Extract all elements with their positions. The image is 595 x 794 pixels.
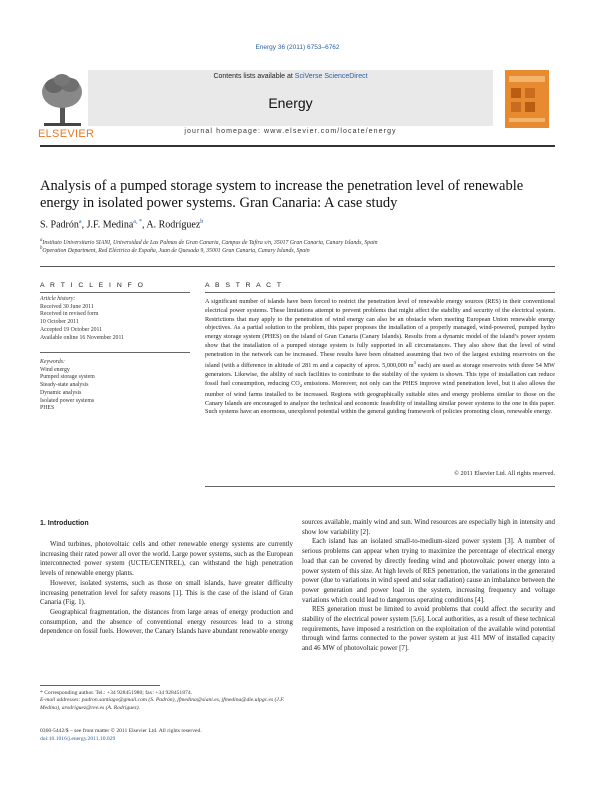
author-name[interactable]: S. Padrón (40, 219, 79, 231)
keyword: PHES (40, 405, 55, 412)
doi-link[interactable]: doi:10.1016/j.energy.2011.10.029 (40, 735, 116, 742)
affiliation (40, 246, 555, 254)
divider (205, 486, 555, 487)
journal-citation[interactable]: Energy 36 (2011) 6753–6762 (255, 44, 340, 51)
paragraph: sources available, mainly wind and sun. Wind resources are especially high in intensity and show low variability [2]. (302, 519, 555, 536)
article-history (40, 296, 190, 342)
header-rule (40, 145, 555, 147)
paragraph: Wind turbines, photovoltaic cells and other renewable energy systems are currently increasing their rated power all over the world. Large power systems, such as the European interconnected power system (UCTE/CENTREL), can withstand the high penetration levels of renewable energy plants. (40, 541, 293, 578)
paragraph: Geographical fragmentation, the distances from large areas of energy production and consumption, and the absence of conventional energy resources lead to a strong dependence on fossil fuels. However, the Canary Islands have abundant renewable energy (40, 608, 293, 636)
keywords (40, 359, 190, 413)
history-item: Received 30 June 2011 (40, 303, 94, 310)
history-label: Article history: (40, 296, 76, 302)
contents-line (88, 73, 493, 80)
keyword: Steady-state analysis (40, 382, 89, 389)
journal-cover-image (505, 70, 549, 128)
history-item: Received in revised form (40, 311, 99, 318)
abstract-text (205, 298, 555, 417)
divider (40, 292, 190, 293)
abstract-part: each) are used as storage reservoirs with three 54 MW generators. Likewise, the ability of such facilities to contribute to the stability of the system is shown. This type of installation can reduce fossil fuel consumption, reducing CO (205, 362, 555, 387)
history-item: Available online 16 November 2011 (40, 334, 125, 341)
article-info-heading: A R T I C L E I N F O (40, 282, 145, 289)
author-sup[interactable]: a (78, 219, 82, 225)
journal-homepage[interactable]: journal homepage: www.elsevier.com/locate/energy (184, 128, 397, 135)
page-footer (40, 728, 300, 743)
divider (40, 352, 190, 353)
affiliation-text: Operation Department, Red Eléctrica de España, Juan de Quesada 9, 35001 Gran Canaria, Canary Islands, Spain (42, 247, 310, 254)
author-sup[interactable]: b (200, 219, 204, 225)
keywords-label: Keywords: (40, 359, 65, 365)
keyword: Wind energy (40, 366, 70, 373)
issn-line: 0360-5442/$ – see front matter © 2011 Elsevier Ltd. All rights reserved. (40, 728, 202, 734)
paragraph: However, isolated systems, such as those on small islands, have greater difficulty increasing penetration level for safety reasons [1]. This is the case of the island of Gran Canaria (Fig. 1). (40, 579, 293, 607)
copyright: © 2011 Elsevier Ltd. All rights reserved. (454, 470, 555, 477)
author-name[interactable]: J.F. Medina (86, 219, 134, 231)
footnote (40, 690, 300, 712)
affiliation-sup: a (40, 238, 43, 243)
elsevier-tree-logo (40, 70, 85, 128)
abstract-part: emissions. Moreover, not only can the PHES improve wind penetration level, but it also allows the number of wind farms installed to be increased. Regions with geographically suitable sites and energy problems similar to those on the Canary Islands are encouraged to analyze the technical and economic feasibility of installing similar power systems to the one in this paper. Such systems have an enormous, unexplored potential within the general guiding framework of policies promoting clean, renewable energy. (205, 379, 555, 416)
elsevier-wordmark: ELSEVIER (38, 128, 95, 140)
email-addresses[interactable]: E-mail addresses: padron.santiago@gmail.com (S. Padrón), jfmedina@siani.es, jfmedina@die.ulpgc.es (J.F. Medina), arodriguez@ree.es (A. Rodríguez). (40, 697, 285, 711)
author-list: S. Padrón$^a$, J.F. Medina$^{a, *}$, A. Rodríguez$^b$ (40, 219, 204, 231)
affiliation (40, 238, 555, 246)
left-column (40, 540, 293, 637)
section-heading: 1. Introduction (40, 520, 89, 527)
keyword: Isolated power systems (40, 397, 95, 404)
sciencedirect-link[interactable]: SciVerse ScienceDirect (294, 73, 368, 80)
history-item: Accepted 19 October 2011 (40, 326, 103, 333)
affiliation-sup: b (40, 246, 43, 251)
contents-prefix: Contents lists available at (213, 73, 295, 80)
affiliation-text: Instituto Universitario SIANI, Universidad de Las Palmas de Gran Canaria, Campus de Tafira s/n, 35017 Gran Canaria, Canary Islands, Spain (42, 239, 378, 246)
abstract-sub: 2 (299, 383, 302, 389)
section-rule (40, 266, 555, 267)
footnote-rule (40, 685, 160, 686)
divider (205, 292, 555, 293)
author-sup[interactable]: a, * (133, 219, 142, 225)
paper-title: Analysis of a pumped storage system to increase the penetration level of renewable energy in isolated power systems. Gran Canaria: A case study (40, 178, 524, 211)
keyword: Dynamic analysis (40, 389, 82, 396)
right-column (302, 518, 555, 654)
author-name[interactable]: A. Rodríguez (146, 219, 201, 231)
abstract-part: A significant number of islands have been forced to restrict the penetration level of renewable energy sources (RES) in their conventional electrical power systems. These limitations attempt to prevent problems that might affect the stability and security of the electrical system. Restrictions that may apply to the penetration of wind energy can also be an obstacle when meeting European Union renewable energy objectives. As a partial solution to the problem, this paper proposes the installation of a properly managed, wind-powered, pumped hydro energy storage system (PHES) on the island of Gran Canaria (Canary Islands). Results from a dynamic model of the island’s power system show that the installation of a pumped storage system is fully supported in all circumstances. They also show that the level of wind penetration in the network can be increased. These results have been obtained assuming that two of the largest existing reservoirs on the island (with a difference in altitude of 281 m and a capacity of aprox. 5,000,000 m (205, 298, 555, 370)
history-item: 10 October 2011 (40, 319, 79, 326)
paragraph: Each island has an isolated small-to-medium-sized power system [3]. A number of serious problems can appear when trying to maximize the percentage of electrical energy load that can be covered by directly feeding wind and photovoltaic power energy into a power system of this size. At high levels of RES penetration, the variations in the generated power (due to variations in wind speed and solar radiation) cause an imbalance between the power generation and power load in the system, increasing frequency and voltage variations which could lead to dangerous operating conditions [4]. (302, 538, 555, 604)
keyword: Pumped storage system (40, 374, 95, 381)
abstract-heading: A B S T R A C T (205, 282, 283, 289)
corresponding-author: * Corresponding author. Tel.: +34 928451980; fax: +34 928451874. (40, 690, 193, 696)
paragraph: RES generation must be limited to avoid problems that could affect the security and stability of the electrical power system [5,6]. Local authorities, as a result of these technical requirements, have imposed a restriction on the exploitation of the available wind potential through wind farms connected to the power system at just 411 MW of installed capacity and 46 MW of photovoltaic power [7]. (302, 606, 555, 653)
journal-title: Energy (268, 95, 313, 111)
abstract-sup: 3 (413, 360, 416, 366)
